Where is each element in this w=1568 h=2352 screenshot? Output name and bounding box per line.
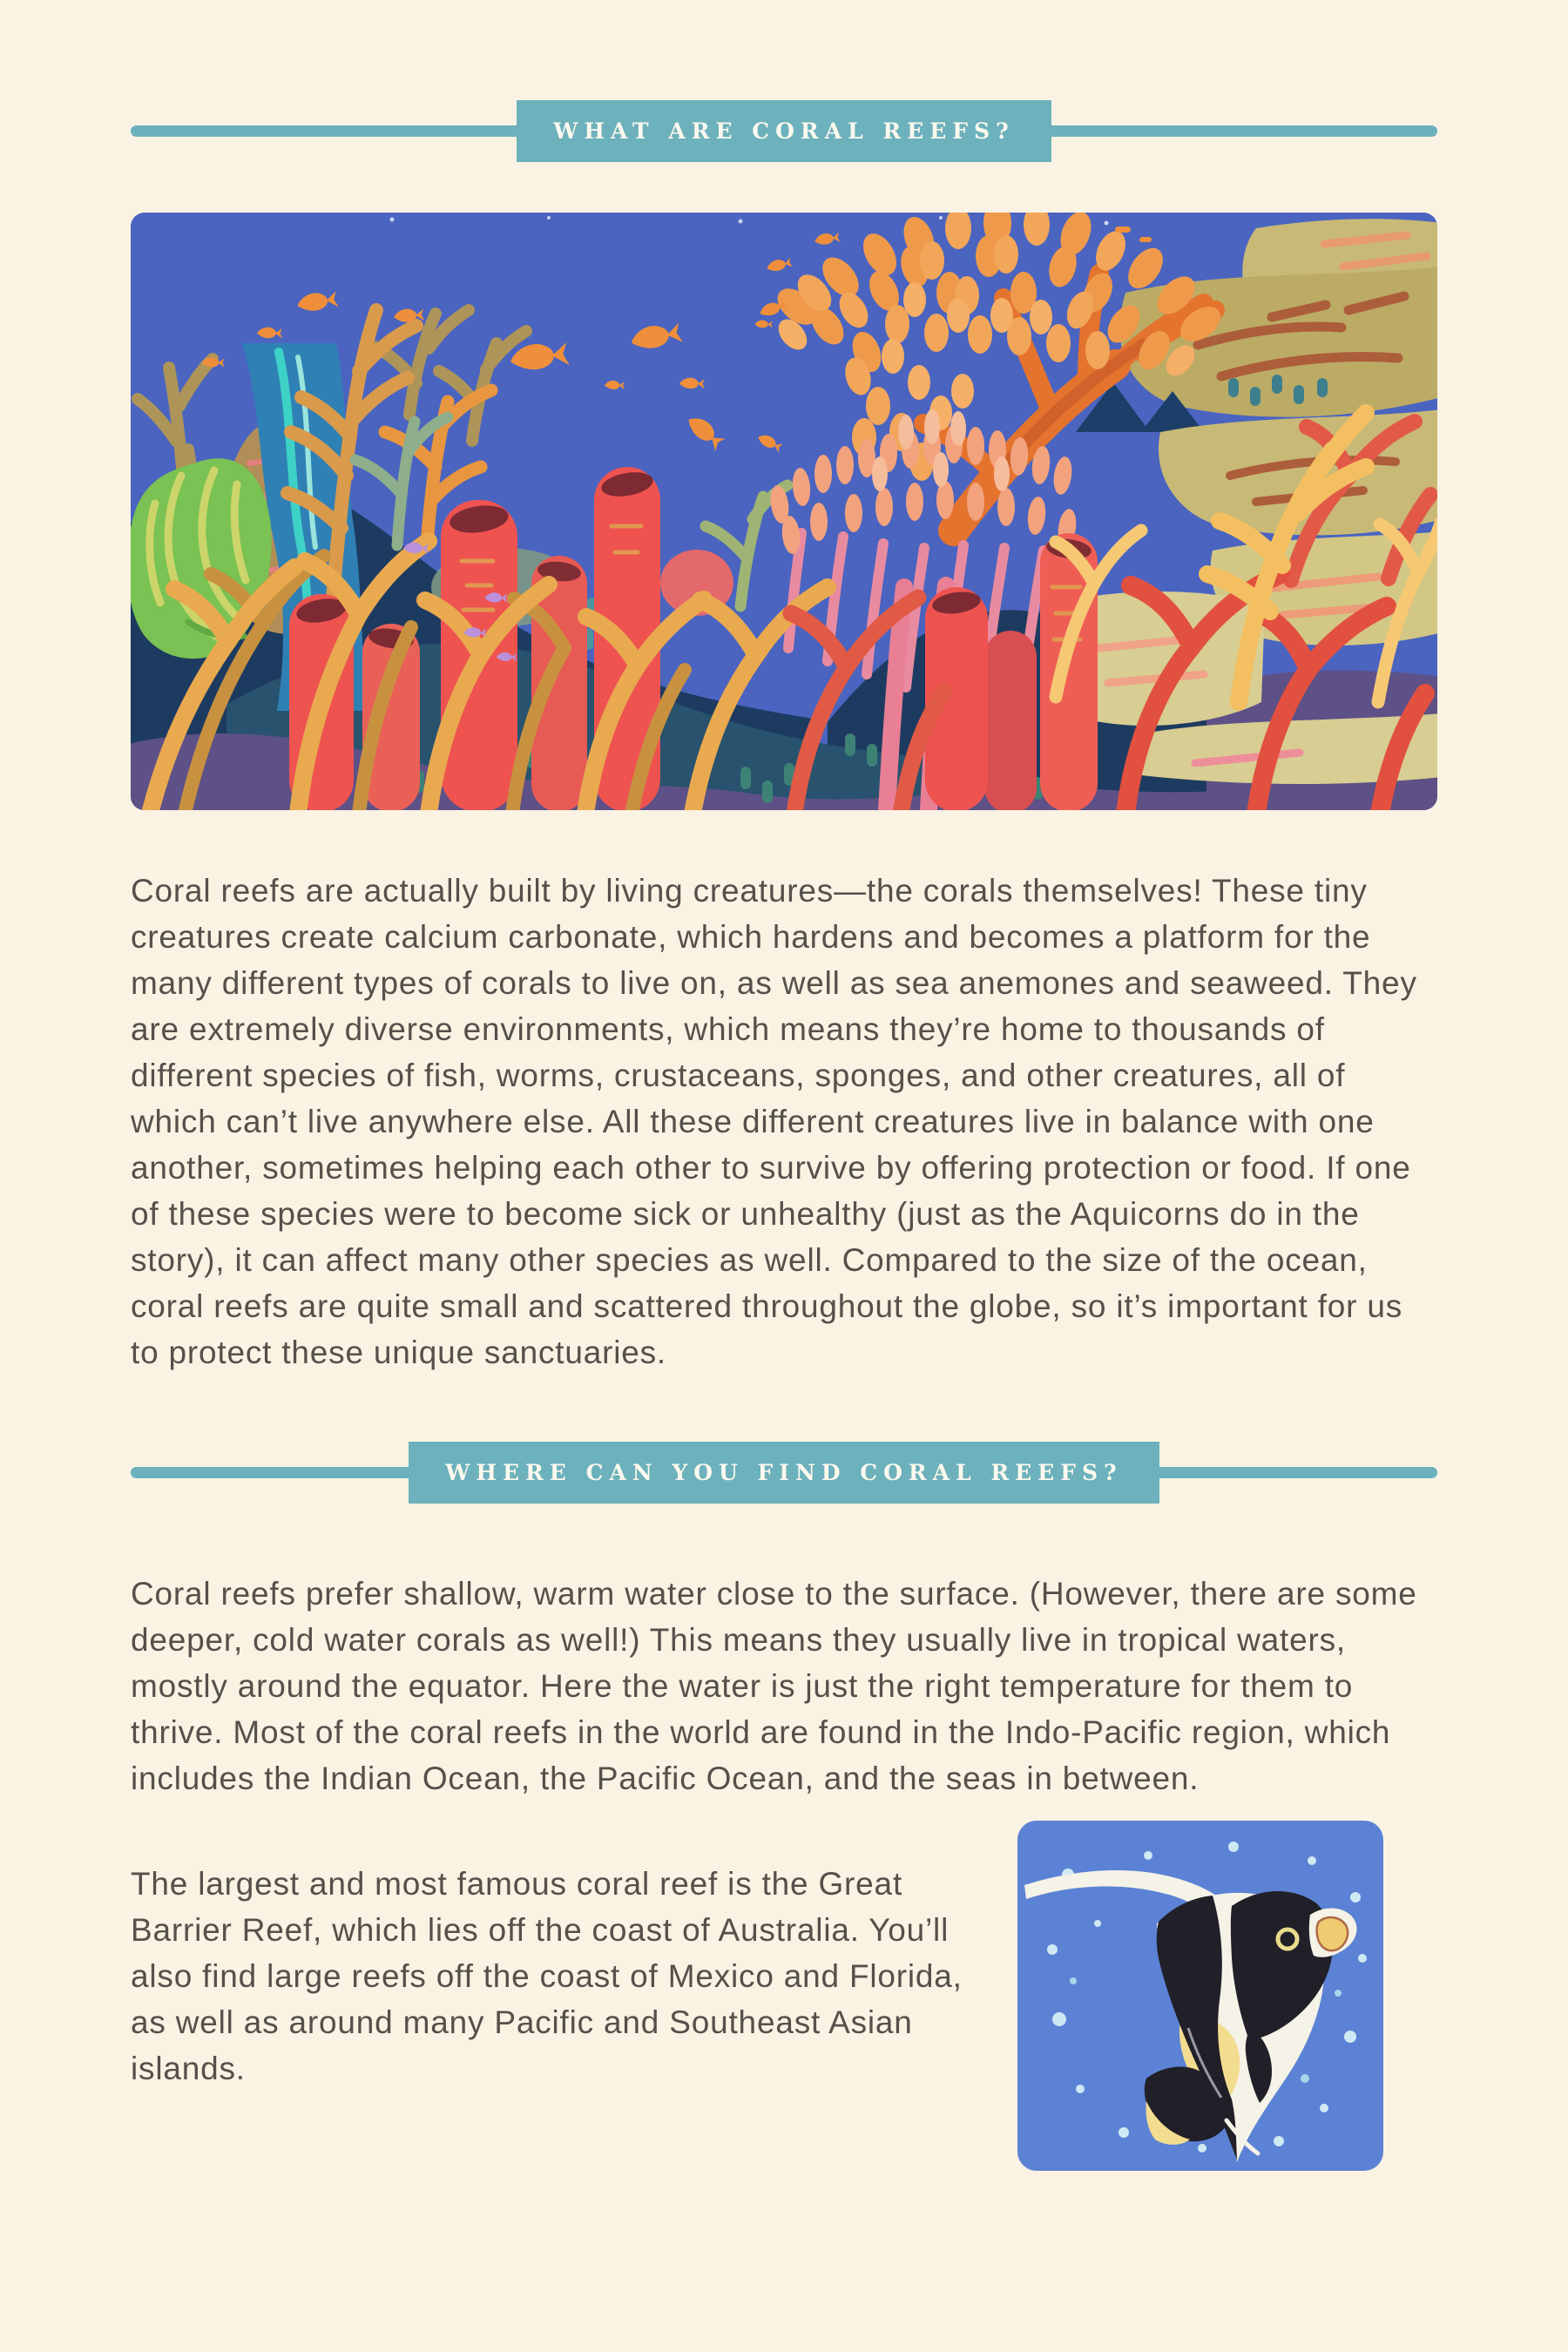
section-title-what: WHAT ARE CORAL REEFS?: [517, 100, 1051, 162]
bottom-section: [131, 1821, 1437, 2171]
coral-reef-illustration: [131, 213, 1437, 810]
paragraph-where-find-reefs: Coral reefs prefer shallow, warm water close to the surface. (However, there are some deeper, cold water corals as well!) This means they usually live in tropical waters, mostly around the equator. Here the water is just the right temperature for them to thrive. Most of the coral reefs in the world are found in the Indo-Pacific region, which includes the Indian Ocean, the Pacific Ocean, and the seas in between.: [131, 1576, 1417, 1796]
paragraph-largest-reef: The largest and most famous coral reef is the Great Barrier Reef, which lies off the coast of Australia. You’ll also find large reefs off the coast of Mexico and Florida, as well as around many Pacific and Southeast Asian islands.: [131, 1866, 963, 2086]
section-header-where: [131, 1442, 1437, 1504]
section-title-where: WHERE CAN YOU FIND CORAL REEFS?: [409, 1442, 1159, 1504]
paragraph-what-are-coral-reefs: Coral reefs are actually built by living creatures—the corals themselves! These tiny creatures create calcium carbonate, which hardens and becomes a platform for the many different types of corals to live on, as well as sea anemones and seaweed. They are extremely diverse environments, which means they’re home to thousands of different species of fish, worms, crustaceans, sponges, and other creatures, all of which can’t live anywhere else. All these different creatures live in balance with one another, sometimes helping each other to survive by offering protection or food. If one of these species were to become sick or unhealthy (just as the Aquicorns do in the story), it can affect many other species as well. Compared to the size of the ocean, coral reefs are quite small and scattered throughout the globe, so it’s important for us to protect these unique sanctuaries.: [131, 873, 1417, 1370]
section-header-what: [131, 100, 1437, 162]
spacer: [967, 1821, 1017, 2171]
moorish-idol-illustration: [1017, 1821, 1383, 2171]
